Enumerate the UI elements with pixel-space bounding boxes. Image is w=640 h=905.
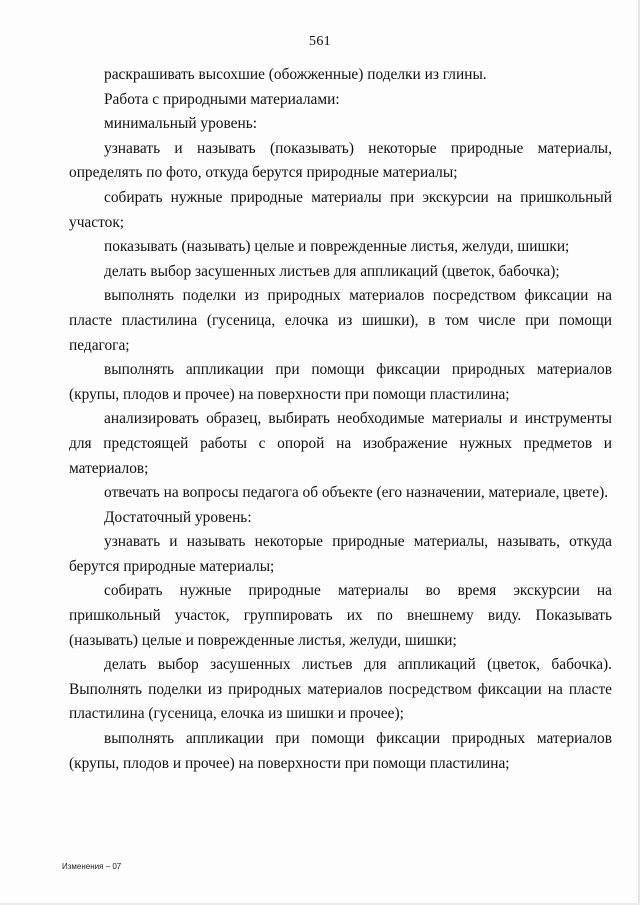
list-item: собирать нужные природные материалы во время экскурсии на пришкольный участок, группировать их по внешнему виду. Показывать (называть) целые и поврежденные листья, желуди, шишки; bbox=[69, 582, 612, 649]
section-heading: Работа с природными материалами: bbox=[104, 90, 340, 108]
list-item: отвечать на вопросы педагога об объекте (его назначении, материале, цвете). bbox=[104, 484, 609, 502]
paragraph: раскрашивать высохшие (обожженные) поделки из глины. bbox=[104, 66, 487, 83]
revision-footer: Изменения – 07 bbox=[62, 862, 122, 871]
page-number: 561 bbox=[309, 34, 331, 49]
list-item: делать выбор засушенных листьев для аппликаций (цветок, бабочка); bbox=[104, 262, 560, 280]
list-item: собирать нужные природные материалы при экскурсии на пришкольный участок; bbox=[69, 188, 612, 231]
list-item: выполнять поделки из природных материалов посредством фиксации на пласте пластилина (гусеница, елочка из шишки), в том числе при помощи педагога; bbox=[69, 287, 612, 354]
level-heading: Достаточный уровень: bbox=[104, 508, 252, 526]
list-item: анализировать образец, выбирать необходимые материалы и инструменты для предстоящей работы с опорой на изображение нужных предметов и материалов; bbox=[69, 410, 612, 477]
list-item: делать выбор засушенных листьев для аппликаций (цветок, бабочка). Выполнять поделки из природных материалов посредством фиксации на пласте пластилина (гусеница, елочка из шишки и прочее); bbox=[69, 656, 612, 723]
list-item: выполнять аппликации при помощи фиксации природных материалов (крупы, плодов и прочее) на поверхности при помощи пластилина; bbox=[69, 361, 612, 403]
list-item: выполнять аппликации при помощи фиксации природных материалов (крупы, плодов и прочее) на поверхности при помощи пластилина; bbox=[69, 730, 612, 772]
document-body bbox=[69, 63, 612, 776]
list-item: показывать (называть) целые и поврежденные листья, желуди, шишки; bbox=[104, 238, 570, 256]
level-heading: минимальный уровень: bbox=[104, 115, 258, 133]
list-item: узнавать и называть некоторые природные материалы, называть, откуда берутся природные материалы; bbox=[69, 533, 612, 575]
list-item: узнавать и называть (показывать) некоторые природные материалы, определять по фото, откуда берутся природные материалы; bbox=[69, 139, 612, 182]
